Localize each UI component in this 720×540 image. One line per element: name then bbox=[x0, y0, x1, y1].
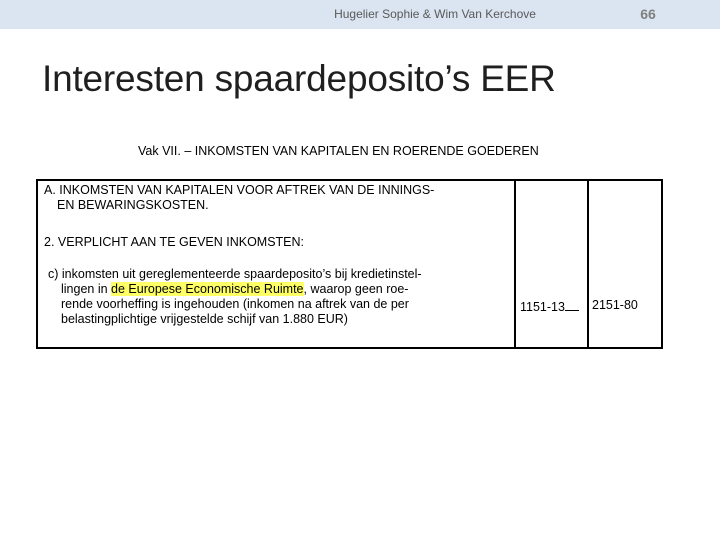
header-author: Hugelier Sophie & Wim Van Kerchove bbox=[334, 7, 536, 21]
item-c-line-2-start: lingen in bbox=[61, 282, 112, 296]
column-divider-1 bbox=[514, 181, 516, 347]
header-bar bbox=[0, 0, 720, 29]
code-2151-label: 2151-80 bbox=[592, 298, 638, 312]
slide-number: 66 bbox=[640, 6, 656, 22]
item-c-line-4: belastingplichtige vrijgestelde schijf van 1.880 EUR) bbox=[61, 312, 348, 326]
item-c-line-2 bbox=[61, 282, 408, 297]
section-a-line-2: EN BEWARINGSKOSTEN. bbox=[57, 198, 209, 212]
code-1151-label: 1151-13 bbox=[520, 300, 565, 314]
item-c-line-3: rende voorheffing is ingehouden (inkomen na aftrek van de per bbox=[61, 297, 409, 311]
subsection-2-heading: 2. VERPLICHT AAN TE GEVEN INKOMSTEN: bbox=[44, 235, 305, 249]
column-divider-2 bbox=[587, 181, 589, 347]
slide-title: Interesten spaardeposito’s EER bbox=[42, 58, 556, 99]
code-1151-blank bbox=[565, 298, 579, 311]
item-c-line-1: c) inkomsten uit gereglementeerde spaardeposito’s bij kredietinstel- bbox=[48, 267, 422, 281]
highlighted-eer-text: de Europese Economische Ruimte bbox=[111, 282, 304, 296]
section-a-line-1: A. INKOMSTEN VAN KAPITALEN VOOR AFTREK VAN DE INNINGS- bbox=[44, 183, 435, 197]
tax-form-box bbox=[36, 179, 663, 349]
section-heading: Vak VII. – INKOMSTEN VAN KAPITALEN EN ROERENDE GOEDEREN bbox=[138, 144, 539, 158]
code-1151-field bbox=[520, 298, 579, 315]
item-c-line-2-end: , waarop geen roe- bbox=[303, 282, 409, 296]
